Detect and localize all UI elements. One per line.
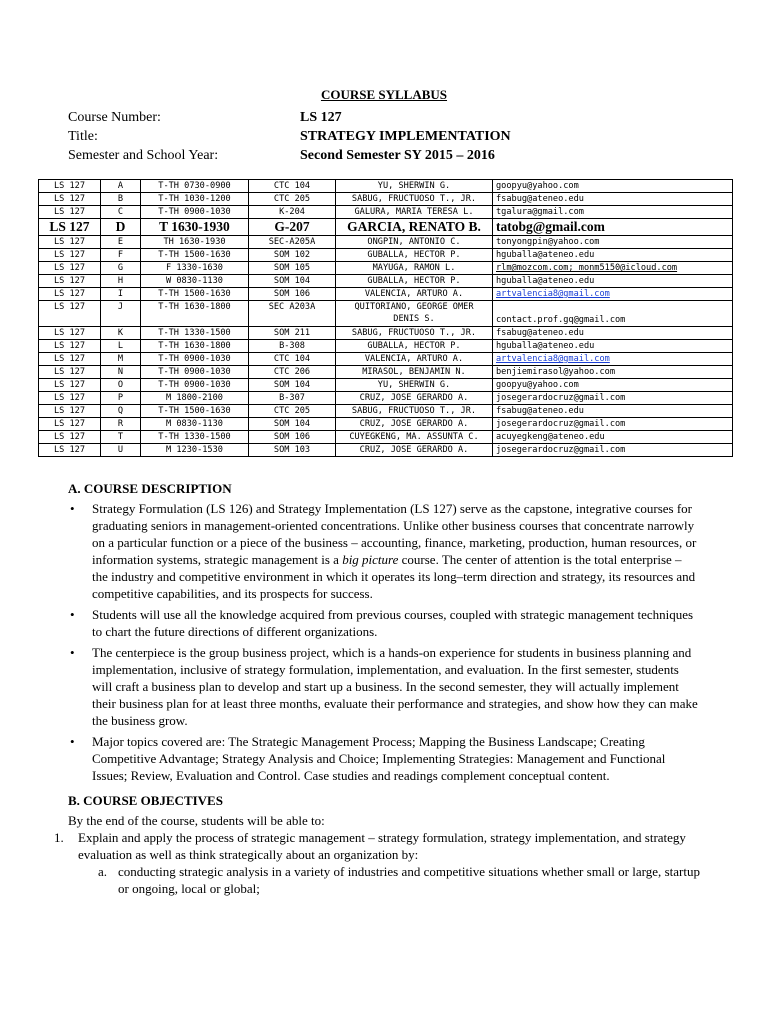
email-link[interactable]: rlm@mozcom.com; monm5150@icloud.com [496,263,678,273]
table-row [39,379,733,392]
course-cell: LS 127 [39,193,101,206]
bullet-marker: • [70,734,75,749]
course-cell: LS 127 [39,249,101,262]
table-row [39,262,733,275]
instructor-cell: VALENCIA, ARTURO A. [336,353,493,366]
email-cell: tgalura@gmail.com [493,206,733,219]
table-row [39,219,733,236]
info-label: Title: [68,129,98,144]
email-cell: contact.prof.gq@gmail.com [493,301,733,327]
email-cell: acuyegkeng@ateneo.edu [493,431,733,444]
time-cell: T-TH 1330-1500 [141,327,249,340]
section-cell: T [101,431,141,444]
syllabus-body [54,480,700,897]
email-cell: hguballa@ateneo.edu [493,275,733,288]
bullet-marker: • [70,607,75,622]
time-cell: TH 1630-1930 [141,236,249,249]
room-cell: SOM 103 [249,444,336,457]
time-cell: T-TH 1630-1800 [141,301,249,327]
table-row [39,327,733,340]
course-cell: LS 127 [39,288,101,301]
instructor-cell: SABUG, FRUCTUOSO T., JR. [336,327,493,340]
email-cell [493,262,733,275]
instructor-cell: CUYEGKENG, MA. ASSUNTA C. [336,431,493,444]
email-cell: josegerardocruz@gmail.com [493,392,733,405]
instructor-cell: SABUG, FRUCTUOSO T., JR. [336,193,493,206]
course-cell: LS 127 [39,180,101,193]
section-cell: U [101,444,141,457]
time-cell: M 1230-1530 [141,444,249,457]
room-cell: SOM 106 [249,288,336,301]
room-cell: SOM 106 [249,431,336,444]
course-cell: LS 127 [39,236,101,249]
schedule-table [38,179,733,457]
table-row [39,206,733,219]
room-cell: SOM 104 [249,275,336,288]
table-row [39,193,733,206]
time-cell: T-TH 1330-1500 [141,431,249,444]
section-cell: H [101,275,141,288]
room-cell: CTC 205 [249,405,336,418]
table-row [39,353,733,366]
instructor-cell: MAYUGA, RAMON L. [336,262,493,275]
table-row [39,444,733,457]
email-cell: fsabug@ateneo.edu [493,405,733,418]
course-cell: LS 127 [39,340,101,353]
course-cell: LS 127 [39,327,101,340]
instructor-cell: GUBALLA, HECTOR P. [336,275,493,288]
instructor-cell: GUBALLA, HECTOR P. [336,249,493,262]
objective-item [54,829,700,863]
table-row [39,301,733,327]
info-label: Course Number: [68,110,161,125]
info-value: LS 127 [300,110,342,125]
info-value: STRATEGY IMPLEMENTATION [300,129,511,144]
instructor-cell: GUBALLA, HECTOR P. [336,340,493,353]
section-b-heading: B. COURSE OBJECTIVES [68,793,223,808]
course-cell: LS 127 [39,418,101,431]
course-cell: LS 127 [39,262,101,275]
section-cell: L [101,340,141,353]
table-row [39,340,733,353]
email-cell: tatobg@gmail.com [493,219,733,236]
time-cell: T-TH 0900-1030 [141,366,249,379]
email-cell: josegerardocruz@gmail.com [493,444,733,457]
info-row [68,110,511,129]
instructor-cell: YU, SHERWIN G. [336,180,493,193]
course-cell: LS 127 [39,379,101,392]
objective-text: Explain and apply the process of strategic management – strategy formulation, strategy implementation, and strategy evaluation as well as think strategically about an organization by: [78,830,686,862]
room-cell: SOM 104 [249,379,336,392]
email-cell: fsabug@ateneo.edu [493,193,733,206]
section-cell: Q [101,405,141,418]
time-cell: W 0830-1130 [141,275,249,288]
course-cell: LS 127 [39,219,101,236]
time-cell: M 0830-1130 [141,418,249,431]
course-cell: LS 127 [39,366,101,379]
section-cell: G [101,262,141,275]
room-cell: K-204 [249,206,336,219]
bullet-text: Major topics covered are: The Strategic Management Process; Mapping the Business Landscape; Creating Competitive Advantage; Strategy Analysis and Choice; Implementing Strategies: Management and Functional Issues; Review, Evaluation and Control. Case studies and readings complement conceptual content. [92,734,666,783]
objective-number: 1. [54,830,64,845]
description-bullet [68,733,700,784]
section-cell: J [101,301,141,327]
room-cell: SOM 102 [249,249,336,262]
section-cell: I [101,288,141,301]
course-info [68,110,511,167]
table-row [39,236,733,249]
course-cell: LS 127 [39,206,101,219]
table-row [39,288,733,301]
info-value: Second Semester SY 2015 – 2016 [300,148,495,163]
email-cell: goopyu@yahoo.com [493,379,733,392]
section-cell: R [101,418,141,431]
time-cell: F 1330-1630 [141,262,249,275]
email-cell: tonyongpin@yahoo.com [493,236,733,249]
instructor-cell: SABUG, FRUCTUOSO T., JR. [336,405,493,418]
bullet-marker: • [70,645,75,660]
instructor-cell: QUITORIANO, GEORGE OMER DENIS S. [336,301,493,327]
time-cell: T-TH 1500-1630 [141,288,249,301]
section-cell: E [101,236,141,249]
email-cell: benjiemirasol@yahoo.com [493,366,733,379]
room-cell: SEC-A205A [249,236,336,249]
room-cell: SOM 211 [249,327,336,340]
email-cell: josegerardocruz@gmail.com [493,418,733,431]
table-row [39,392,733,405]
room-cell: SOM 105 [249,262,336,275]
time-cell: T-TH 0900-1030 [141,206,249,219]
course-cell: LS 127 [39,405,101,418]
description-list [68,500,700,784]
instructor-cell: VALENCIA, ARTURO A. [336,288,493,301]
section-a-heading: A. COURSE DESCRIPTION [68,481,232,496]
time-cell: T 1630-1930 [141,219,249,236]
time-cell: M 1800-2100 [141,392,249,405]
section-cell: N [101,366,141,379]
bullet-emphasis: big picture [342,552,399,567]
section-cell: F [101,249,141,262]
email-cell [493,288,733,301]
room-cell: CTC 104 [249,353,336,366]
time-cell: T-TH 0730-0900 [141,180,249,193]
table-row [39,431,733,444]
table-row [39,180,733,193]
section-cell: C [101,206,141,219]
instructor-cell: CRUZ, JOSE GERARDO A. [336,418,493,431]
description-bullet [68,644,700,729]
page-title: COURSE SYLLABUS [320,87,448,102]
course-cell: LS 127 [39,392,101,405]
time-cell: T-TH 1030-1200 [141,193,249,206]
bullet-text: The centerpiece is the group business project, which is a hands-on experience for students in business planning and implementation, inclusive of strategy formulation, implementation, and evaluation. In the first semester, students will craft a business plan to develop and start up a business. In the second semester, they will actually implement their business plan for at least three months, evaluate their performance and strategies, and show how they can make the business grow. [92,645,698,728]
instructor-cell: YU, SHERWIN G. [336,379,493,392]
email-cell: hguballa@ateneo.edu [493,340,733,353]
course-cell: LS 127 [39,444,101,457]
time-cell: T-TH 0900-1030 [141,379,249,392]
table-row [39,366,733,379]
info-row [68,148,511,167]
email-cell [493,353,733,366]
instructor-cell: ONGPIN, ANTONIO C. [336,236,493,249]
objectives-intro: By the end of the course, students will be able to: [68,813,325,828]
time-cell: T-TH 0900-1030 [141,353,249,366]
section-cell: P [101,392,141,405]
email-cell: goopyu@yahoo.com [493,180,733,193]
time-cell: T-TH 1500-1630 [141,249,249,262]
section-cell: A [101,180,141,193]
subitem-text: conducting strategic analysis in a variety of industries and competitive situations whether small or large, startup or ongoing, local or global; [118,864,700,896]
email-link[interactable]: artvalencia8@gmail.com [496,289,610,299]
table-row [39,405,733,418]
instructor-cell: CRUZ, JOSE GERARDO A. [336,444,493,457]
table-row [39,275,733,288]
subitem-letter: a. [98,864,108,879]
table-row [39,418,733,431]
email-cell: hguballa@ateneo.edu [493,249,733,262]
bullet-text-cont: course. The center of attention is the total enterprise – the industry and competitive environment in which it operates its long–term direction and strategy, its resources and competitive capabilities, and its prospects for success. [92,552,696,601]
room-cell: CTC 205 [249,193,336,206]
room-cell: CTC 206 [249,366,336,379]
room-cell: SEC A203A [249,301,336,327]
course-cell: LS 127 [39,353,101,366]
section-cell: D [101,219,141,236]
room-cell: CTC 104 [249,180,336,193]
table-row [39,249,733,262]
room-cell: B-308 [249,340,336,353]
instructor-cell: GALURA, MARIA TERESA L. [336,206,493,219]
email-cell: fsabug@ateneo.edu [493,327,733,340]
course-cell: LS 127 [39,431,101,444]
section-cell: O [101,379,141,392]
info-row [68,129,511,148]
email-link[interactable]: artvalencia8@gmail.com [496,354,610,364]
section-cell: B [101,193,141,206]
bullet-text: Students will use all the knowledge acquired from previous courses, coupled with strategic management techniques to chart the future directions of different organizations. [92,607,694,639]
objective-subitem [98,863,700,897]
room-cell: B-307 [249,392,336,405]
description-bullet [68,500,700,602]
instructor-cell: CRUZ, JOSE GERARDO A. [336,392,493,405]
info-label: Semester and School Year: [68,148,219,163]
bullet-marker: • [70,501,75,516]
time-cell: T-TH 1630-1800 [141,340,249,353]
section-cell: M [101,353,141,366]
time-cell: T-TH 1500-1630 [141,405,249,418]
instructor-cell: GARCIA, RENATO B. [336,219,493,236]
bullet-text: Strategy Formulation (LS 126) and Strategy Implementation (LS 127) serve as the capstone, integrative courses for graduating seniors in management-oriented concentrations. Unlike other business courses that concentrate narrowly on a particular function or a piece of the business – accounting, finance, marketing, production, human resources, or information systems, strategic management is a [92,501,697,567]
room-cell: G-207 [249,219,336,236]
description-bullet [68,606,700,640]
room-cell: SOM 104 [249,418,336,431]
course-cell: LS 127 [39,275,101,288]
section-cell: K [101,327,141,340]
course-cell: LS 127 [39,301,101,327]
instructor-cell: MIRASOL, BENJAMIN N. [336,366,493,379]
